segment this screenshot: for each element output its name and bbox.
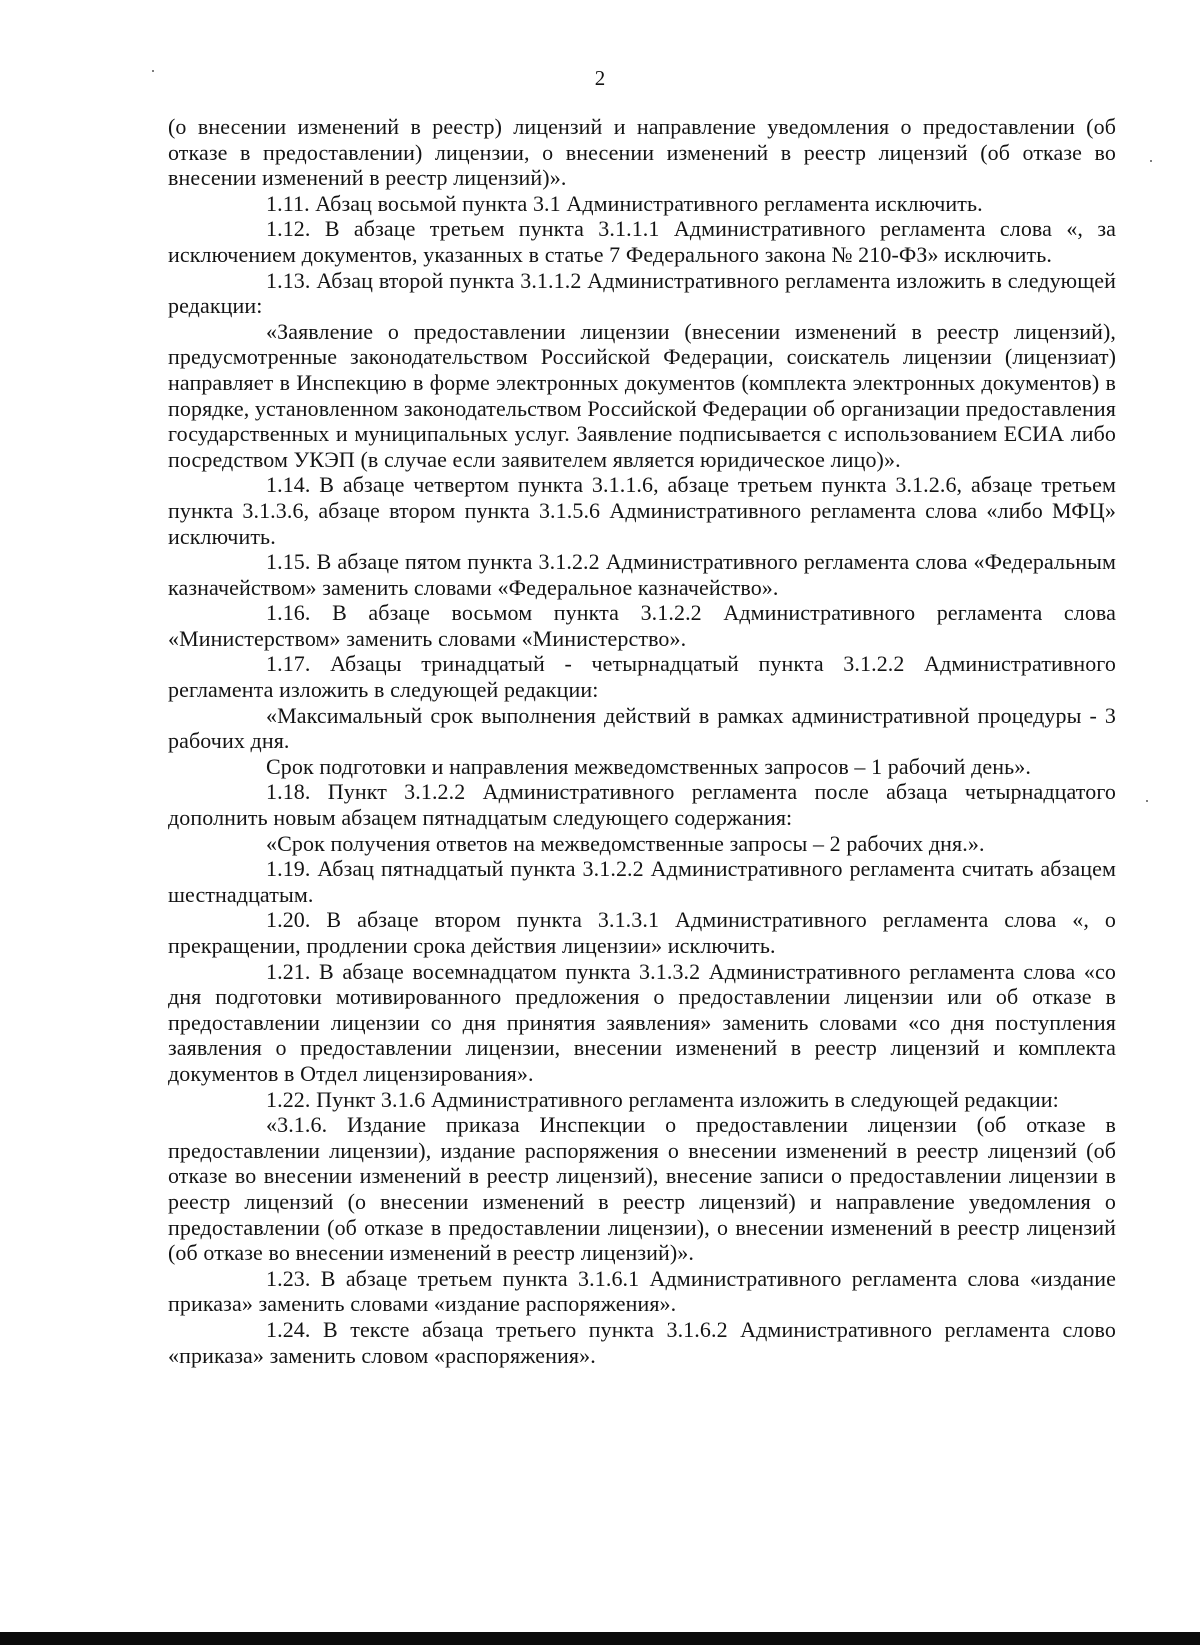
paragraph-1-18-quote: «Срок получения ответов на межведомственные запросы – 2 рабочих дня.».	[266, 830, 985, 856]
paragraph-continuation: (о внесении изменений в реестр) лицензий и направление уведомления о предоставлении (об отказе в предоставлении) лицензии, о внесении изменений в реестр лицензий (об отказе во внесении изменений в реестр лицензий)».	[168, 114, 1116, 191]
paragraph-1-22: 1.22. Пункт 3.1.6 Административного регламента изложить в следующей редакции:	[266, 1086, 1059, 1112]
paragraph-1-17: 1.17. Абзацы тринадцатый - четырнадцатый пункта 3.1.2.2 Административного регламента изложить в следующей редакции:	[168, 651, 1116, 703]
paragraph-1-13-quote: «Заявление о предоставлении лицензии (внесении изменений в реестр лицензий), предусмотренные законодательством Российской Федерации, соискатель лицензии (лицензиат) направляет в Инспекцию в форме электронных документов (комплекта электронных документов) в порядке, установленном законодательством Российской Федерации об организации предоставления государственных и муниципальных услуг. Заявление подписывается с использованием ЕСИА либо посредством УКЭП (в случае если заявителем является юридическое лицо)».	[168, 318, 1116, 472]
paragraph-1-24: 1.24. В тексте абзаца третьего пункта 3.1.6.2 Административного регламента слово «приказа» заменить словом «распоряжения».	[168, 1316, 1116, 1368]
scan-bottom-edge	[0, 1632, 1200, 1645]
scan-speck	[1150, 160, 1152, 162]
paragraph-1-13: 1.13. Абзац второй пункта 3.1.1.2 Административного регламента изложить в следующей редакции:	[168, 267, 1116, 319]
paragraph-1-19: 1.19. Абзац пятнадцатый пункта 3.1.2.2 Административного регламента считать абзацем шестнадцатым.	[168, 856, 1116, 907]
paragraph-1-21: 1.21. В абзаце восемнадцатом пункта 3.1.3.2 Административного регламента слова «со дня подготовки мотивированного предложения о предоставлении лицензии или об отказе в предоставлении лицензии со дня принятия заявления» заменить словами «со дня поступления заявления о предоставлении лицензии, внесении изменений в реестр лицензий и комплекта документов в Отдел лицензирования».	[168, 958, 1116, 1086]
paragraph-1-23: 1.23. В абзаце третьем пункта 3.1.6.1 Административного регламента слова «издание приказа» заменить словами «издание распоряжения».	[168, 1265, 1116, 1317]
paragraph-1-11: 1.11. Абзац восьмой пункта 3.1 Административного регламента исключить.	[266, 190, 983, 216]
paragraph-1-16: 1.16. В абзаце восьмом пункта 3.1.2.2 Административного регламента слова «Министерством» заменить словами «Министерство».	[168, 600, 1116, 651]
scan-speck	[152, 70, 154, 72]
scan-speck	[1146, 800, 1148, 802]
paragraph-1-18: 1.18. Пункт 3.1.2.2 Административного регламента после абзаца четырнадцатого дополнить новым абзацем пятнадцатым следующего содержания:	[168, 779, 1116, 831]
paragraph-1-17-quote-2: Срок подготовки и направления межведомственных запросов – 1 рабочий день».	[266, 753, 1031, 779]
page-number: 2	[594, 66, 606, 90]
paragraph-1-12: 1.12. В абзаце третьем пункта 3.1.1.1 Административного регламента слова «, за исключением документов, указанных в статье 7 Федерального закона № 210-ФЗ» исключить.	[168, 216, 1116, 267]
paragraph-1-14: 1.14. В абзаце четвертом пункта 3.1.1.6, абзаце третьем пункта 3.1.2.6, абзаце третьем пункта 3.1.3.6, абзаце втором пункта 3.1.5.6 Административного регламента слова «либо МФЦ» исключить.	[168, 472, 1116, 549]
document-body	[168, 114, 1116, 1368]
paragraph-1-22-quote: «3.1.6. Издание приказа Инспекции о предоставлении лицензии (об отказе в предоставлении лицензии), издание распоряжения о внесении изменений в реестр лицензий (об отказе во внесении изменений в реестр лицензий), внесение записи о предоставлении лицензии в реестр лицензий (о внесении изменений в реестр лицензий) и направление уведомления о предоставлении (об отказе в предоставлении лицензии), о внесении изменений в реестр лицензий (об отказе во внесении изменений в реестр лицензий)».	[168, 1112, 1116, 1266]
paragraph-1-20: 1.20. В абзаце втором пункта 3.1.3.1 Административного регламента слова «, о прекращении, продлении срока действия лицензии» исключить.	[168, 907, 1116, 958]
paragraph-1-17-quote-1: «Максимальный срок выполнения действий в рамках административной процедуры - 3 рабочих дня.	[168, 702, 1116, 754]
paragraph-1-15: 1.15. В абзаце пятом пункта 3.1.2.2 Административного регламента слова «Федеральным казначейством» заменить словами «Федеральное казначейство».	[168, 549, 1116, 600]
